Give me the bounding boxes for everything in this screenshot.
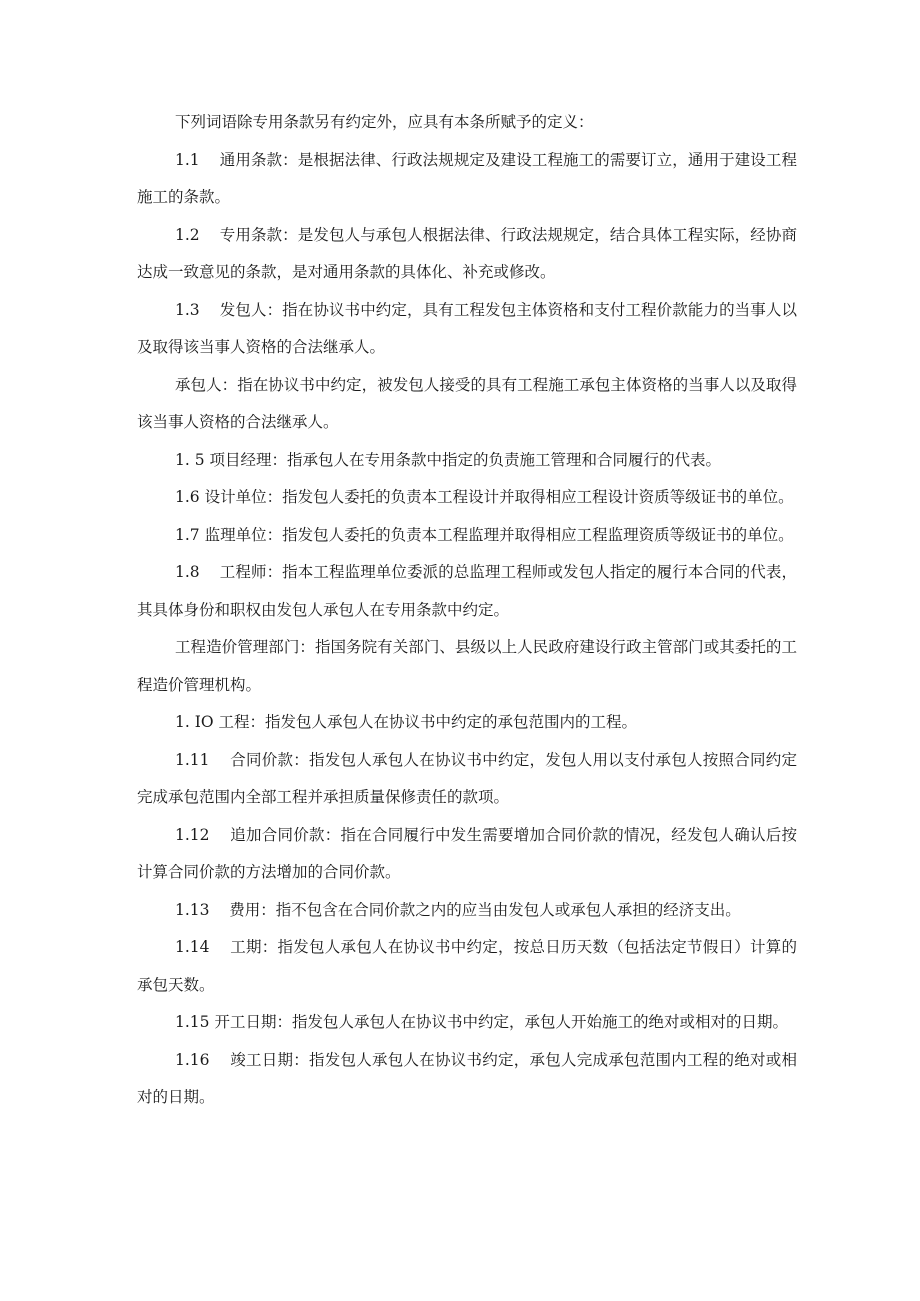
intro-paragraph: 下列词语除专用条款另有约定外，应具有本条所赋予的定义： [175, 113, 594, 131]
clause-1-11-contract-price: 1.11 合同价款：指发包人承包人在协议书中约定，发包人用以支付承包人按照合同约定完成承包范围内全部工程并承担质量保修责任的款项。 [137, 750, 797, 806]
clause-1-2-special-terms: 1.2 专用条款：是发包人与承包人根据法律、行政法规规定，结合具体工程实际，经协商达成一致意见的条款，是对通用条款的具体化、补充或修改。 [137, 225, 797, 281]
clause-1-15-start-date: 1.15 开工日期：指发包人承包人在协议书中约定，承包人开始施工的绝对或相对的日期。 [175, 1013, 788, 1031]
clause-contractor: 承包人：指在协议书中约定，被发包人接受的具有工程施工承包主体资格的当事人以及取得该当事人资格的合法继承人。 [137, 375, 797, 431]
clause-1-5-project-manager: 1. 5 项目经理：指承包人在专用条款中指定的负责施工管理和合同履行的代表。 [175, 450, 722, 469]
clause-1-8-engineer: 1.8 工程师：指本工程监理单位委派的总监理工程师或发包人指定的履行本合同的代表，其具体身份和职权由发包人承包人在专用条款中约定。 [137, 563, 797, 619]
clause-1-16-completion-date: 1.16 竣工日期：指发包人承包人在协议书约定，承包人完成承包范围内工程的绝对或相对的日期。 [137, 1050, 797, 1106]
clause-1-12-additional-price: 1.12 追加合同价款：指在合同履行中发生需要增加合同价款的情况，经发包人确认后按计算合同价款的方法增加的合同价款。 [137, 825, 797, 881]
clause-1-7-supervision-unit: 1.7 监理单位：指发包人委托的负责本工程监理并取得相应工程监理资质等级证书的单位。 [175, 525, 794, 544]
clause-1-14-duration: 1.14 工期：指发包人承包人在协议书中约定，按总日历天数（包括法定节假日）计算的承包天数。 [137, 938, 797, 994]
clause-cost-management-dept: 工程造价管理部门：指国务院有关部门、县级以上人民政府建设行政主管部门或其委托的工程造价管理机构。 [137, 638, 797, 694]
clause-1-13-expenses: 1.13 费用：指不包含在合同价款之内的应当由发包人或承包人承担的经济支出。 [175, 900, 741, 919]
clause-1-6-design-unit: 1.6 设计单位：指发包人委托的负责本工程设计并取得相应工程设计资质等级证书的单位。 [175, 488, 794, 506]
clause-1-3-employer: 1.3 发包人：指在协议书中约定，具有工程发包主体资格和支付工程价款能力的当事人以及取得该当事人资格的合法继承人。 [137, 300, 797, 356]
clause-1-1-general-terms: 1.1 通用条款：是根据法律、行政法规规定及建设工程施工的需要订立，通用于建设工程施工的条款。 [137, 150, 797, 206]
document-body [137, 104, 797, 1117]
clause-1-10-project: 1. IO 工程：指发包人承包人在协议书中约定的承包范围内的工程。 [175, 713, 637, 731]
